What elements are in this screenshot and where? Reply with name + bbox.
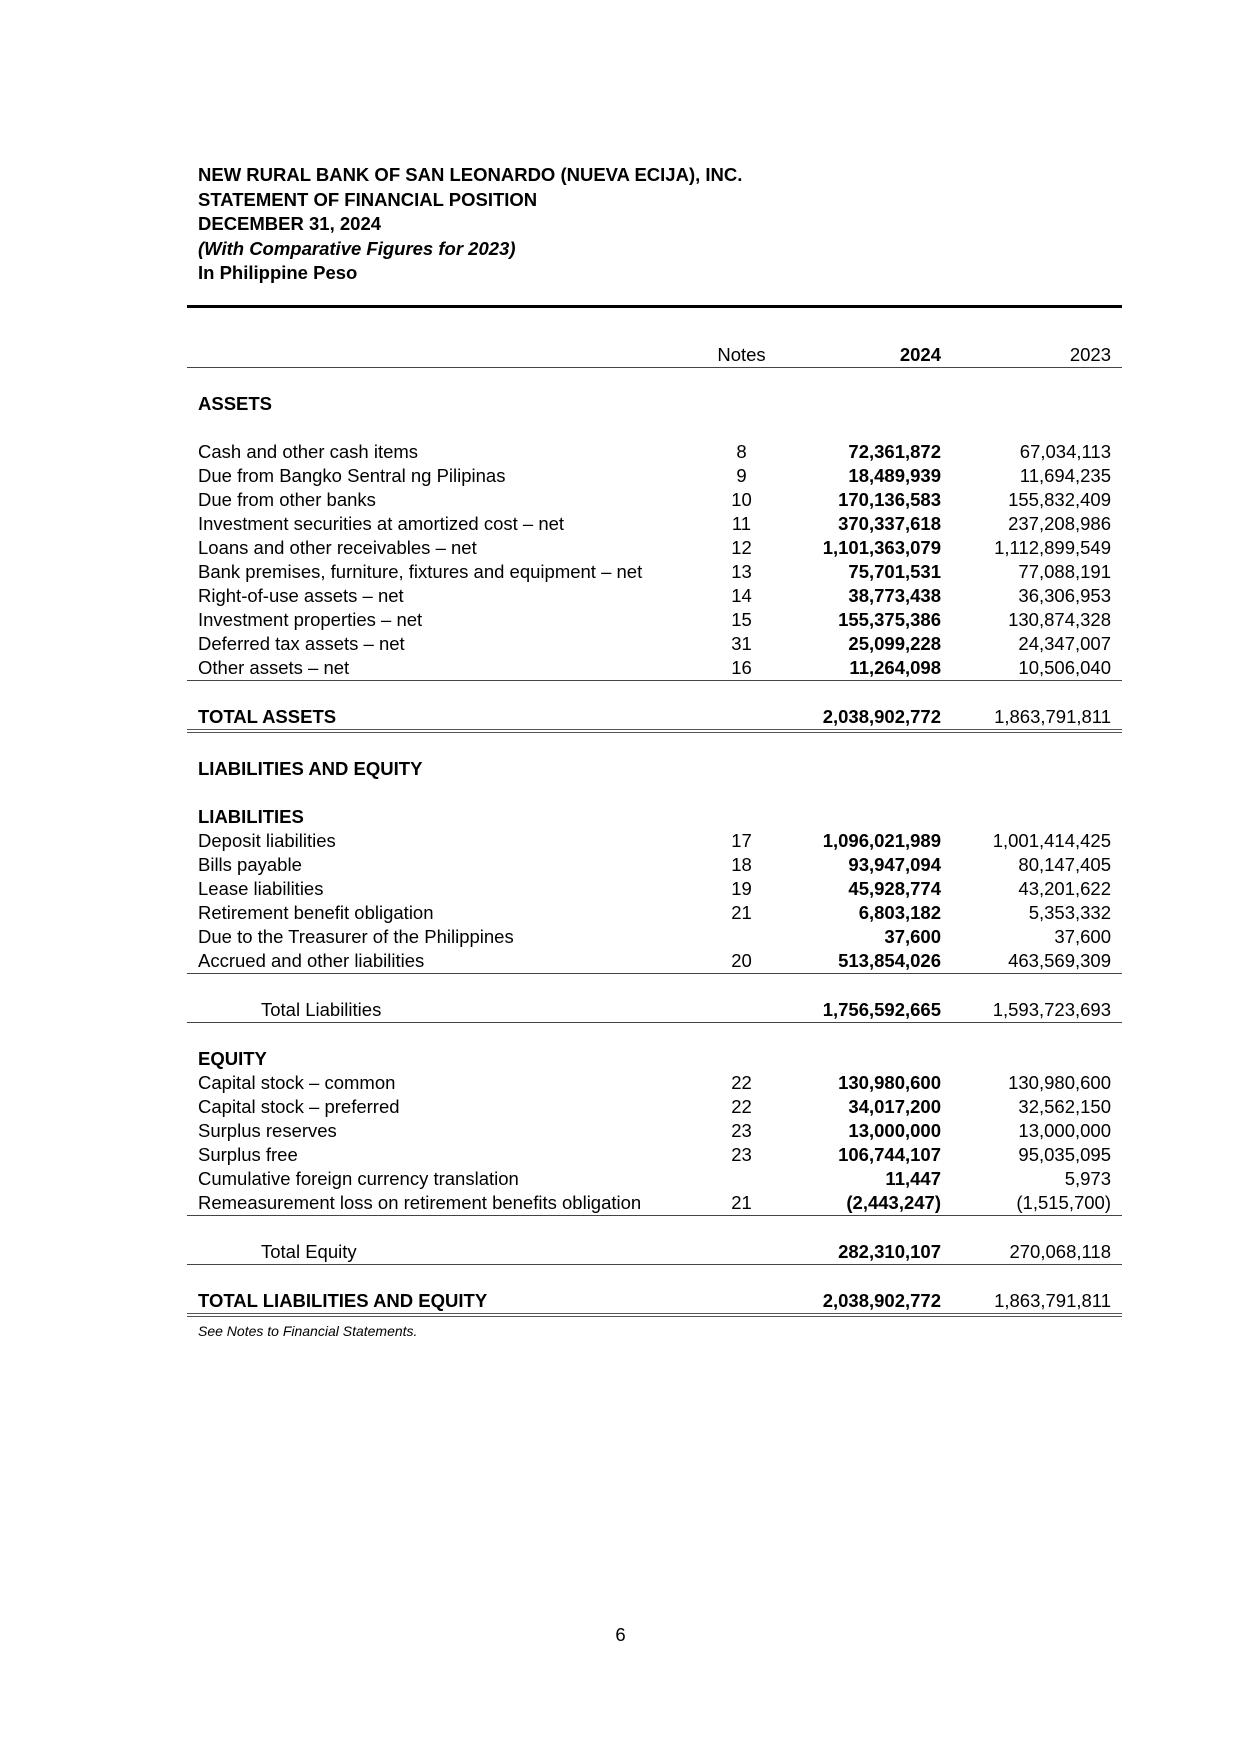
year-2024-column-header: 2024	[778, 340, 951, 368]
table-row: Capital stock – common 22 130,980,600 130,980,600	[198, 1072, 1111, 1093]
total-equity-row: Total Equity 282,310,107 270,068,118	[187, 1240, 1122, 1265]
footnote: See Notes to Financial Statements.	[198, 1323, 418, 1339]
table-row: Surplus reserves 23 13,000,000 13,000,000	[198, 1120, 1111, 1141]
table-row: Due from Bangko Sentral ng Pilipinas 9 18,489,939 11,694,235	[198, 465, 1111, 486]
statement-header	[198, 163, 742, 286]
table-row: Due from other banks 10 170,136,583 155,832,409	[198, 489, 1111, 510]
table-row: Right-of-use assets – net 14 38,773,438 36,306,953	[198, 585, 1111, 606]
table-row: Accrued and other liabilities 20 513,854,026 463,569,309	[187, 949, 1122, 974]
table-row: Remeasurement loss on retirement benefits obligation 21 (2,443,247) (1,515,700)	[187, 1191, 1122, 1216]
table-row: Bills payable 18 93,947,094 80,147,405	[198, 854, 1111, 875]
table-row: Cumulative foreign currency translation 11,447 5,973	[198, 1168, 1111, 1189]
table-row: Cash and other cash items 8 72,361,872 67,034,113	[198, 441, 1111, 462]
table-row: Investment properties – net 15 155,375,386 130,874,328	[198, 609, 1111, 630]
liabilities-heading-row: LIABILITIES	[198, 806, 304, 827]
table-row: Capital stock – preferred 22 34,017,200 32,562,150	[198, 1096, 1111, 1117]
table-row: Investment securities at amortized cost – net 11 370,337,618 237,208,986	[198, 513, 1111, 534]
table-row: Surplus free 23 106,744,107 95,035,095	[198, 1144, 1111, 1165]
table-row: Deferred tax assets – net 31 25,099,228 24,347,007	[198, 633, 1111, 654]
table-row: Deposit liabilities 17 1,096,021,989 1,001,414,425	[198, 830, 1111, 851]
liabilities-equity-heading-row: LIABILITIES AND EQUITY	[198, 758, 423, 779]
statement-date: DECEMBER 31, 2024	[198, 213, 382, 234]
header-divider	[187, 305, 1122, 308]
year-2023-column-header: 2023	[951, 340, 1122, 368]
table-row: Loans and other receivables – net 12 1,101,363,079 1,112,899,549	[198, 537, 1111, 558]
comparative-note: (With Comparative Figures for 2023)	[198, 237, 516, 259]
notes-column-header: Notes	[705, 340, 778, 368]
page-number: 6	[615, 1624, 626, 1645]
assets-heading: ASSETS	[198, 393, 273, 414]
table-row: Other assets – net 16 11,264,098 10,506,040	[187, 656, 1122, 681]
assets-heading-row	[187, 392, 1122, 416]
table-row: Lease liabilities 19 45,928,774 43,201,622	[198, 878, 1111, 899]
currency-note: In Philippine Peso	[198, 262, 358, 283]
statement-title: STATEMENT OF FINANCIAL POSITION	[198, 188, 538, 210]
column-header-row	[187, 340, 1122, 368]
table-row: Retirement benefit obligation 21 6,803,182 5,353,332	[198, 902, 1111, 923]
financial-position-table	[187, 340, 1122, 1317]
total-liabilities-row: Total Liabilities 1,756,592,665 1,593,723,693	[187, 998, 1122, 1023]
total-liabilities-equity-row: TOTAL LIABILITIES AND EQUITY 2,038,902,772 1,863,791,811	[187, 1289, 1122, 1315]
table-row: Due to the Treasurer of the Philippines 37,600 37,600	[198, 926, 1111, 947]
equity-heading-row: EQUITY	[198, 1048, 267, 1069]
total-assets-row: TOTAL ASSETS 2,038,902,772 1,863,791,811	[187, 705, 1122, 731]
table-row: Bank premises, furniture, fixtures and equipment – net 13 75,701,531 77,088,191	[198, 561, 1111, 582]
company-name: NEW RURAL BANK OF SAN LEONARDO (NUEVA ECIJA), INC.	[198, 164, 743, 185]
